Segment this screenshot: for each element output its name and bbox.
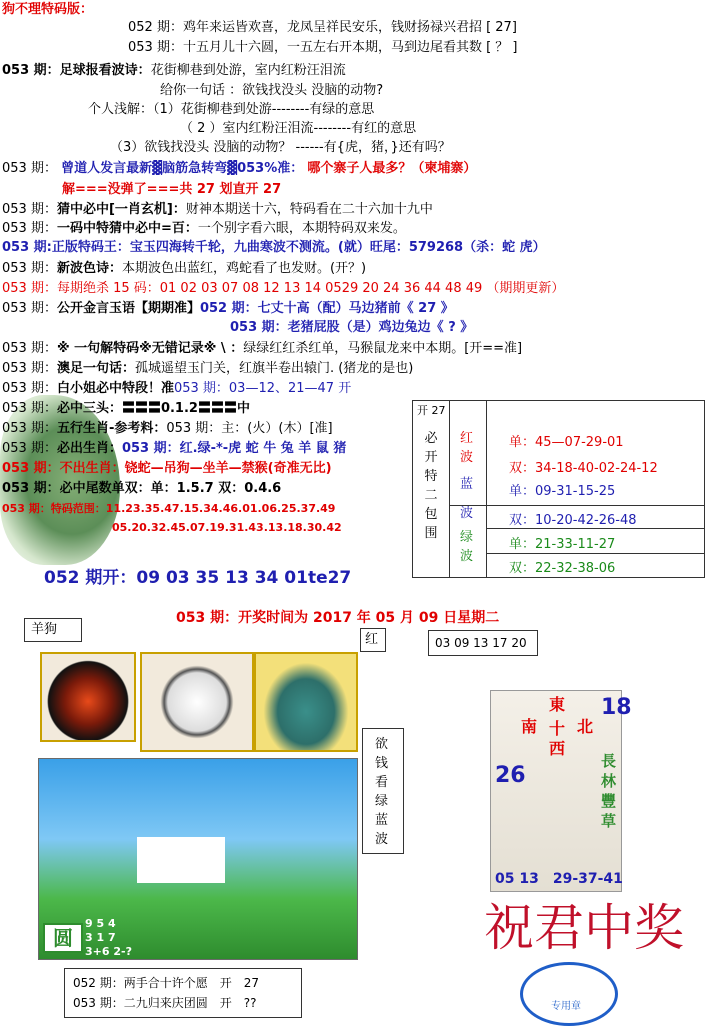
skull-nan: 南: [521, 717, 538, 736]
line-five-elements: 053 期：五行生肖-参考料：053 期：主：(火）(木）[准]: [2, 421, 333, 436]
skull-xi: 西: [549, 739, 566, 758]
callout-hong: 红: [360, 628, 386, 652]
callout-yanggou: 羊狗: [24, 618, 82, 642]
line-aus-sentence: 053 期：澳足一句话：孤城遥望玉门关，红旗半卷出辕门. (猪龙的是也): [2, 361, 414, 376]
line-explain-1: 个人浅解：（1）花街柳巷到处游--------有绿的意思: [88, 102, 375, 117]
stamp-seal: 专用章: [520, 962, 618, 1026]
line-give-you: 给你一句话 ：欲钱找没头 没脑的动物?: [160, 83, 384, 98]
yuan-badge: 圆: [43, 923, 83, 953]
green-wave-label: 绿波: [460, 530, 474, 564]
line-football-poem: 053 期：足球报看波诗：花街柳巷到处游，室内红粉汪泪流: [2, 63, 346, 78]
skull-bottom-nums: 05 13 29-37-41: [495, 871, 623, 887]
line-052-poem: 052 期：鸡年来运皆欢喜，龙凤呈祥民安乐，钱财扬禄兴君招 [ 27]: [128, 20, 517, 35]
line-white-lady: 053 期：白小姐必中特段！准053 期：03—12、21—47 开: [2, 381, 352, 396]
red-wave-label: 红波: [460, 431, 474, 465]
table-row: 双：10-20-42-26-48: [509, 513, 637, 528]
skull-lin: 長林豐草: [601, 752, 617, 830]
line-must-zodiac: 053 期：必出生肖：053 期：红.绿-*-虎 蛇 牛 兔 羊 鼠 猪: [2, 441, 347, 456]
riddle-053: 053 期：二九归来庆团圆 开 ??: [73, 996, 257, 1010]
line-old-pig: 053 期：老猪屁股（是）鸡边兔边《 ? 》: [230, 320, 474, 335]
line-three-heads: 053 期：必中三头：〓〓〓0.1.2〓〓〓中: [2, 401, 250, 416]
line-explain-3: （3）欲钱找没头 没脑的动物？ ------有{虎，猪，}还有吗？: [110, 140, 451, 155]
number-puzzle: 9 5 4 3 1 7 3+6 2-?: [85, 917, 132, 958]
blue-wave-label-2: 波: [460, 506, 474, 521]
line-special-king: 053 期:正版特码王：宝玉四海转千轮，九曲寒波不测流。(就）旺尾：579268（杀：蛇 虎）: [2, 240, 546, 255]
clock-image: [140, 652, 254, 752]
table-row: 单：09-31-15-25: [509, 484, 616, 499]
skull-26: 26: [495, 763, 526, 788]
blue-wave-label: 蓝: [460, 477, 474, 492]
wish-text: 祝君中奖: [484, 899, 684, 957]
prev-result: 052 期开：09 03 35 13 34 01te27: [44, 568, 352, 588]
skull-bei: 北: [577, 717, 594, 736]
line-guess: 053 期：猜中必中[一肖玄机]：财神本期送十六，特码看在二十六加十九中: [2, 202, 433, 217]
line-tail-odd-even: 053 期：必中尾数单双：单：1.5.7 双：0.4.6: [2, 481, 282, 496]
table-row: 单：45—07-29-01: [509, 435, 624, 450]
green-wave-cell: [450, 506, 487, 577]
line-range: 053 期：特码范围：11.23.35.47.15.34.46.01.06.25.37.49: [2, 502, 336, 515]
wave-table: [412, 400, 705, 578]
page-title: 狗不理特码版：: [2, 2, 94, 17]
line-053-poem: 053 期：十五月儿十六圆，一五左右开本期，马到边尾看其数 [ ？ ]: [128, 40, 518, 55]
table-row: 单：21-33-11-27: [509, 537, 616, 552]
table-top-fragment: 开 27: [417, 404, 446, 417]
buddha-image: [254, 652, 358, 752]
table-row: 双：22-32-38-06: [509, 561, 616, 576]
line-brain-teaser: 053 期： 曾道人发言最新▓脑筋急转弯▓053%准： 哪个寨子人最多？（柬埔寨）: [2, 161, 477, 176]
line-one-code: 053 期：一码中特猜中必中=百：一个别字看六眼，本期特码双来发。: [2, 221, 406, 236]
skull-shi: 十: [549, 719, 566, 738]
table-row: 双：34-18-40-02-24-12: [509, 461, 658, 476]
line-one-sentence: 053 期：※ 一句解特码※无错记录※ \ ：绿绿红红杀红单，马猴鼠龙来中本期。[开==准]: [2, 341, 523, 356]
skull-poster: [490, 690, 632, 892]
line-no-zodiac: 053 期：不出生肖：铙蛇—吊狗—坐羊—禁猴(奇准无比): [2, 461, 332, 476]
red-wave-cell: [450, 401, 487, 506]
line-range-2: 05.20.32.45.07.19.31.43.13.18.30.42: [112, 521, 342, 534]
callout-vertical: 欲钱看绿蓝波: [362, 728, 404, 854]
line-explain-2: （ 2 ）室内红粉汪泪流--------有红的意思: [180, 121, 417, 136]
blank-patch: [137, 837, 225, 883]
table-col-vertical: [413, 401, 450, 577]
skull-dong: 東: [549, 695, 566, 714]
bottom-riddle-box: [64, 968, 302, 1018]
line-kill-15: 053 期：每期绝杀 15 码：01 02 03 07 08 12 13 14 0529 20 24 36 44 48 49 （期期更新）: [2, 281, 565, 296]
skull-18: 18: [601, 695, 632, 720]
line-golden-words: 053 期：公开金言玉语【期期准】052 期：七丈十高（配）马边猪前《 27 》: [2, 301, 454, 316]
line-answer: 解===没弹了===共 27 划直开 27: [62, 182, 282, 197]
callout-nums: 03 09 13 17 20: [428, 630, 538, 656]
line-wave-poem: 053 期：新波色诗：本期波色出蓝红，鸡蛇看了也发财。(开？): [2, 261, 367, 276]
teletubbies-poster: [38, 758, 358, 960]
draw-date: 053 期：开奖时间为 2017 年 05 月 09 日星期二: [176, 610, 500, 626]
riddle-052: 052 期：两手合十许个愿 开 27: [73, 976, 259, 990]
fire-image: [40, 652, 136, 742]
vertical-label: 必开特二包围: [424, 431, 438, 541]
